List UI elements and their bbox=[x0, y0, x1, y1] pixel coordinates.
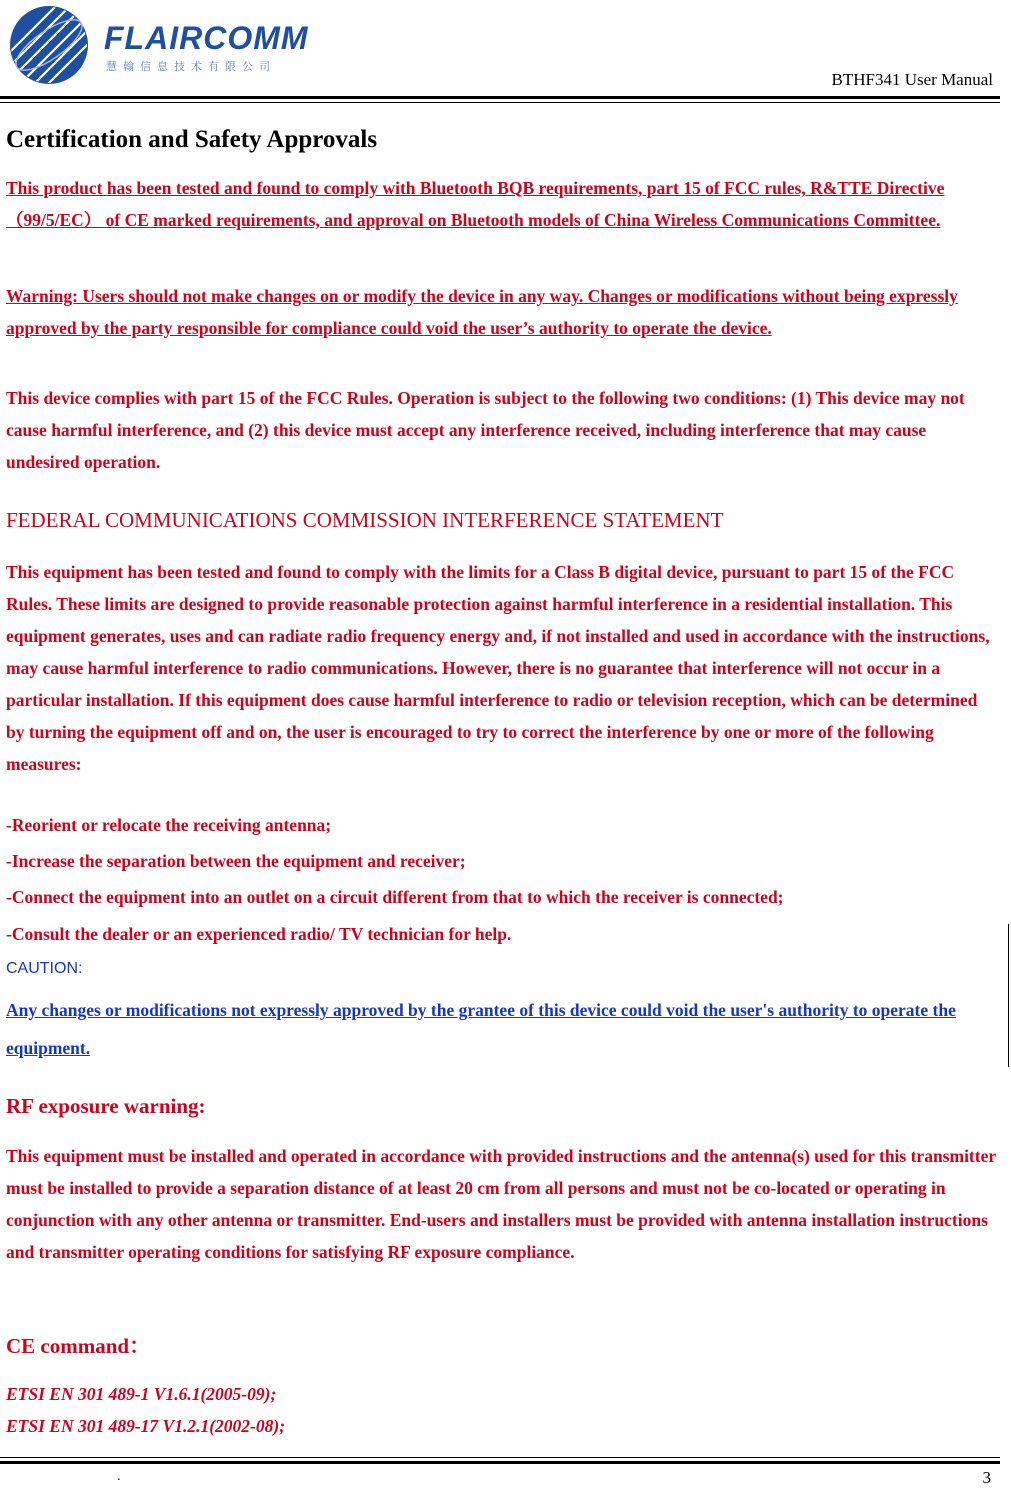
page-title: Certification and Safety Approvals bbox=[6, 126, 378, 153]
measure-item: -Consult the dealer or an experienced radio/ TV technician for help. bbox=[6, 924, 512, 944]
caution-label: CAUTION: bbox=[6, 960, 83, 977]
fcc-statement-paragraph: This equipment has been tested and found to comply with the limits for a Class B digital device, pursuant to part 15 of the FCC Rules. These limits are designed to provide reasonable protection against harmful interference in a residential installation. This equipment generates, uses and can radiate radio frequency energy and, if not installed and used in accordance with the instructions, may cause harmful interference to radio communications. However, there is no guarantee that interference will not occur in a particular installation. If this equipment does cause harmful interference to radio or television reception, which can be determined by turning the equipment off and on, the user is encouraged to try to correct the interference by one or more of the following measures: bbox=[6, 562, 990, 774]
ce-heading: CE command： bbox=[6, 1334, 151, 1358]
globe-logo-icon bbox=[8, 4, 90, 86]
measure-item: -Reorient or relocate the receiving antenna; bbox=[6, 815, 332, 835]
ce-standard-item: ETSI EN 301 489-17 V1.2.1(2002-08); bbox=[6, 1416, 286, 1436]
ce-standard-item: ETSI EN 301 489-1 V1.6.1(2005-09); bbox=[6, 1384, 277, 1404]
rf-exposure-heading: RF exposure warning: bbox=[6, 1094, 206, 1118]
header-rule-thick bbox=[0, 96, 1000, 99]
change-bar bbox=[1008, 924, 1009, 1067]
approval-paragraph: This product has been tested and found to comply with Bluetooth BQB requirements, part 15 of FCC rules, R&TTE Directive（99/5/EC） of CE marked requirements, and approval on Bluetooth models of China Wireless Communications Committee. bbox=[6, 178, 945, 230]
footer-rule-thick bbox=[0, 1461, 1000, 1464]
logo-chinese-subtitle: 慧翰信息技术有限公司 bbox=[106, 60, 276, 73]
header-rule-thin bbox=[0, 102, 1000, 103]
warning-paragraph: Warning: Users should not make changes on or modify the device in any way. Changes or modifications without being expressly approved by the party responsible for compliance could void the user’s authority to operate the device. bbox=[6, 286, 958, 338]
footer-rule-thin bbox=[0, 1457, 1000, 1458]
measure-item: -Increase the separation between the equipment and receiver; bbox=[6, 851, 466, 871]
page-number: 3 bbox=[982, 1468, 991, 1487]
fcc-compliance-paragraph: This device complies with part 15 of the FCC Rules. Operation is subject to the following two conditions: (1) This device may not cause harmful interference, and (2) this device must accept any interference received, including interference that may cause undesired operation. bbox=[6, 388, 965, 472]
document-title: BTHF341 User Manual bbox=[831, 70, 993, 89]
fcc-heading: FEDERAL COMMUNICATIONS COMMISSION INTERFERENCE STATEMENT bbox=[6, 508, 724, 532]
footer-dot: . bbox=[117, 1469, 121, 1484]
measure-item: -Connect the equipment into an outlet on a circuit different from that to which the receiver is connected; bbox=[6, 887, 784, 907]
logo-wordmark: FLAIRCOMM bbox=[104, 20, 309, 56]
company-logo bbox=[6, 2, 309, 88]
rf-exposure-paragraph: This equipment must be installed and operated in accordance with provided instructions and the antenna(s) used for this transmitter must be installed to provide a separation distance of at least 20 cm from all persons and must not be co-located or operating in conjunction with any other antenna or transmitter. End-users and installers must be provided with antenna installation instructions and transmitter operating conditions for satisfying RF exposure compliance. bbox=[6, 1146, 996, 1262]
caution-paragraph: Any changes or modifications not expressly approved by the grantee of this device could void the user's authority to operate the equipment. bbox=[6, 1000, 956, 1058]
